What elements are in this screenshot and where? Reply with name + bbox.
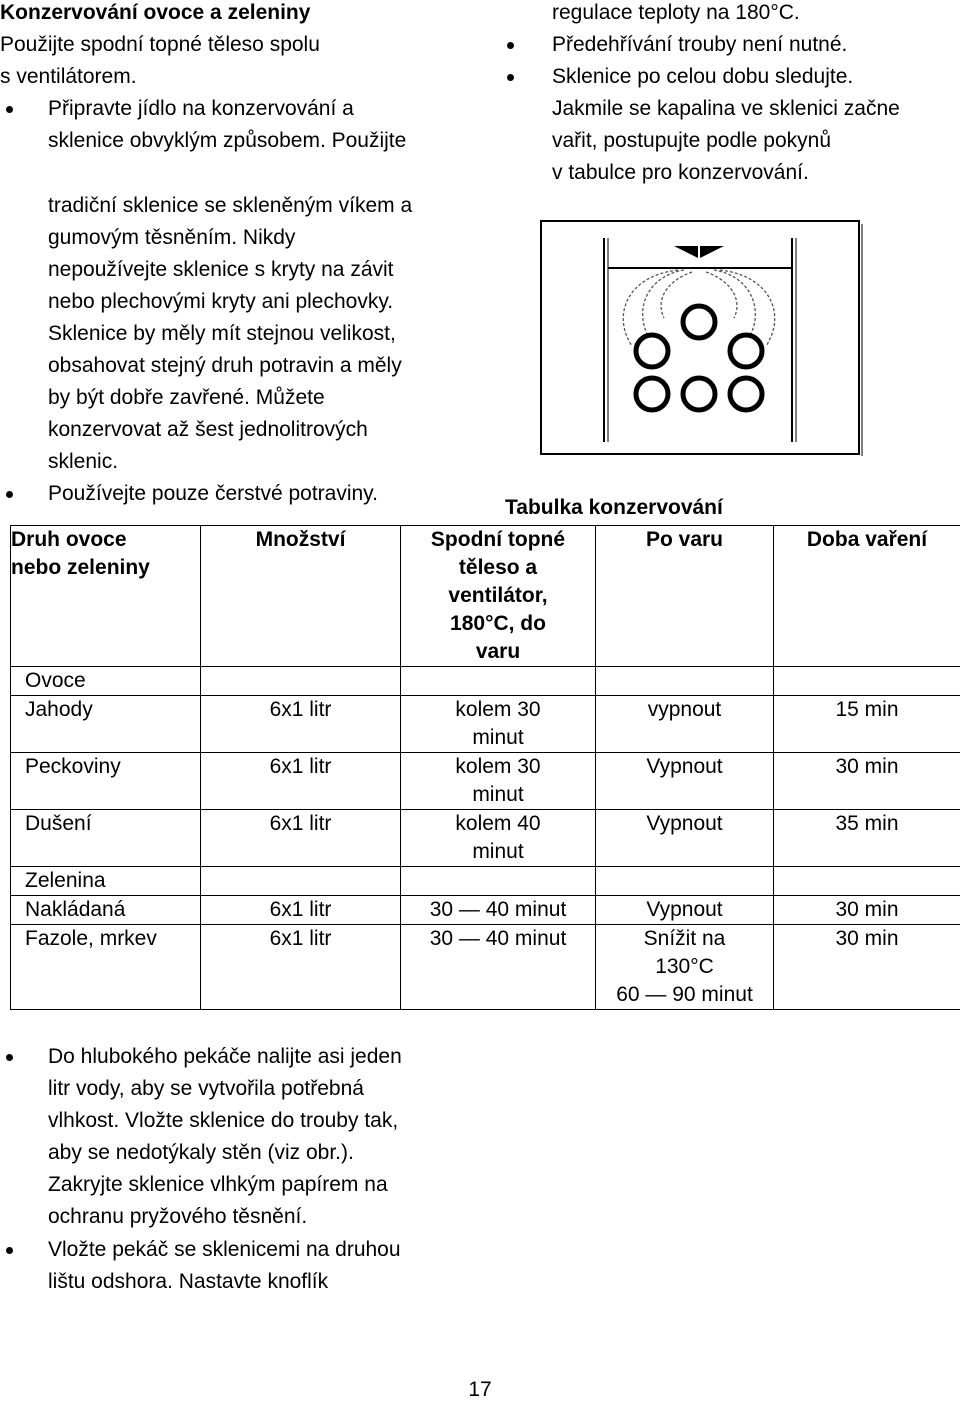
- table-section-row: [11, 867, 960, 896]
- cell-qty: 6x1 litr: [201, 810, 401, 867]
- header-quantity: Množství: [201, 526, 401, 667]
- cell-time: 15 min: [774, 696, 960, 753]
- oven-jars-illustration: [538, 218, 868, 458]
- cell-after: Vypnout: [596, 810, 774, 867]
- intro-line: s ventilátorem.: [0, 65, 137, 88]
- cell-name: Peckoviny: [11, 753, 201, 810]
- paragraph-line: Sklenice po celou dobu sledujte.: [552, 65, 854, 88]
- cell-heat: kolem 30 minut: [401, 696, 596, 753]
- paragraph-line: v tabulce pro konzervování.: [552, 161, 809, 184]
- cell-name: Fazole, mrkev: [11, 925, 201, 1010]
- cell-name: Dušení: [11, 810, 201, 867]
- paragraph-line: sklenic.: [48, 450, 119, 473]
- section-label: Zelenina: [11, 867, 201, 896]
- table-row: [11, 753, 960, 810]
- cell-name: Jahody: [11, 696, 201, 753]
- table-row: [11, 696, 960, 753]
- paragraph-line: Předehřívání trouby není nutné.: [552, 33, 848, 56]
- table-section-row: [11, 667, 960, 696]
- paragraph-line: vařit, postupujte podle pokynů: [552, 129, 832, 152]
- cell-after: vypnout: [596, 696, 774, 753]
- paragraph-line: konzervovat až šest jednolitrových: [48, 418, 368, 441]
- paragraph-line: Sklenice by měly mít stejnou velikost,: [48, 322, 396, 345]
- paragraph-line: regulace teploty na 180°C.: [552, 1, 800, 24]
- bullet-dot: [507, 42, 514, 49]
- header-heating: Spodní topné těleso a ventilátor, 180°C, do varu: [401, 526, 596, 667]
- cell-time: 30 min: [774, 753, 960, 810]
- paragraph-line: nepoužívejte sklenice s kryty na závit: [48, 258, 394, 281]
- paragraph-line: ochranu pryžového těsnění.: [48, 1205, 308, 1228]
- cell-time: 35 min: [774, 810, 960, 867]
- paragraph-line: Připravte jídlo na konzervování a: [48, 97, 354, 120]
- bullet-dot: [6, 1054, 13, 1061]
- bullet-dot: [6, 1247, 13, 1254]
- header-cook-time: Doba vaření: [774, 526, 960, 667]
- section-title: Konzervování ovoce a zeleniny: [0, 1, 311, 24]
- intro-line: Použijte spodní topné těleso spolu: [0, 33, 320, 56]
- cell-time: 30 min: [774, 896, 960, 925]
- table-row: [11, 896, 960, 925]
- table-header-row: [11, 526, 960, 667]
- cell-heat: kolem 30 minut: [401, 753, 596, 810]
- paragraph-line: tradiční sklenice se skleněným víkem a: [48, 194, 413, 217]
- cell-name: Nakládaná: [11, 896, 201, 925]
- cell-qty: 6x1 litr: [201, 753, 401, 810]
- page-number: 17: [468, 1378, 492, 1401]
- table-row: [11, 810, 960, 867]
- paragraph-line: Zakryjte sklenice vlhkým papírem na: [48, 1173, 388, 1196]
- canning-table: [10, 525, 960, 1010]
- cell-heat: kolem 40 minut: [401, 810, 596, 867]
- cell-qty: 6x1 litr: [201, 696, 401, 753]
- paragraph-line: Do hlubokého pekáče nalijte asi jeden: [48, 1045, 402, 1068]
- bullet-dot: [507, 74, 514, 81]
- paragraph-line: Jakmile se kapalina ve sklenici začne: [552, 97, 900, 120]
- paragraph-line: litr vody, aby se vytvořila potřebná: [48, 1077, 364, 1100]
- paragraph-line: gumovým těsněním. Nikdy: [48, 226, 296, 249]
- table-row: [11, 925, 960, 1010]
- cell-time: 30 min: [774, 925, 960, 1010]
- paragraph-line: Používejte pouze čerstvé potraviny.: [48, 482, 378, 505]
- paragraph-line: aby se nedotýkaly stěn (viz obr.).: [48, 1141, 354, 1164]
- paragraph-line: vlhkost. Vložte sklenice do trouby tak,: [48, 1109, 399, 1132]
- paragraph-line: lištu odshora. Nastavte knoflík: [48, 1270, 329, 1293]
- cell-qty: 6x1 litr: [201, 925, 401, 1010]
- cell-qty: 6x1 litr: [201, 896, 401, 925]
- cell-heat: 30 — 40 minut: [401, 896, 596, 925]
- paragraph-line: by být dobře zavřené. Můžete: [48, 386, 325, 409]
- cell-after: Snížit na 130°C 60 — 90 minut: [596, 925, 774, 1010]
- cell-after: Vypnout: [596, 896, 774, 925]
- bullet-dot: [6, 106, 13, 113]
- paragraph-line: nebo plechovými kryty ani plechovky.: [48, 290, 394, 313]
- header-type: Druh ovoce nebo zeleniny: [11, 526, 201, 667]
- paragraph-line: sklenice obvyklým způsobem. Použijte: [48, 129, 407, 152]
- cell-heat: 30 — 40 minut: [401, 925, 596, 1010]
- header-after-boil: Po varu: [596, 526, 774, 667]
- paragraph-line: Vložte pekáč se sklenicemi na druhou: [48, 1238, 401, 1261]
- table-title: Tabulka konzervování: [505, 496, 723, 519]
- section-label: Ovoce: [11, 667, 201, 696]
- cell-after: Vypnout: [596, 753, 774, 810]
- paragraph-line: obsahovat stejný druh potravin a měly: [48, 354, 402, 377]
- bullet-dot: [6, 491, 13, 498]
